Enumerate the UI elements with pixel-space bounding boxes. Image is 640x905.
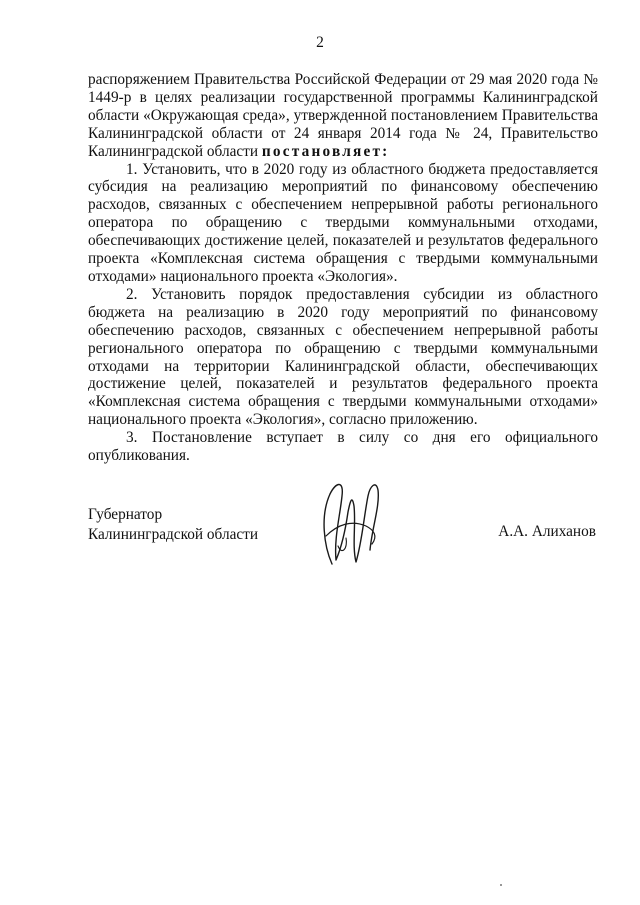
intro-text: распоряжением Правительства Российской Федерации от 29 мая 2020 года № 1449-р в целях реализации государственной программы Калининградской области «Окружающая среда», утвержденной постановлением Правительства Калининградской области от 24 января 2014 года № 24, Правительство Калининградской области (88, 71, 598, 160)
signatory-title-line1: Губернатор (88, 506, 163, 523)
handwritten-signature (312, 476, 392, 568)
page-number: 2 (316, 34, 324, 51)
signatory-title (88, 505, 258, 545)
signatory-title-line2: Калининградской области (88, 526, 259, 543)
item-2-paragraph: 2. Установить порядок предоставления субсидии из областного бюджета на реализацию в 2020 году мероприятий по финансовому обеспечению расходов, связанных с обеспечением непрерывной работы регионального оператора по обращению с твердыми коммунальными отходами на территории Калининградской области, обеспечивающих достижение целей, показателей и результатов федерального проекта «Комплексная система обращения с твердыми коммунальными отходами» национального проекта «Экология», согласно приложению. (88, 285, 598, 429)
item-1-paragraph: 1. Установить, что в 2020 году из областного бюджета предоставляется субсидия на реализацию мероприятий по финансовому обеспечению расходов, связанных с обеспечением непрерывной работы регионального оператора по обращению с твердыми коммунальными отходами, обеспечивающих достижение целей, показателей и результатов федерального проекта «Комплексная система обращения с твердыми коммунальными отходами» национального проекта «Экология». (88, 160, 598, 285)
decree-keyword: постановляет: (261, 142, 390, 160)
scan-speck (500, 884, 502, 886)
intro-paragraph (88, 71, 598, 161)
signatory-name: А.А. Алиханов (498, 523, 596, 540)
item-3-paragraph: 3. Постановление вступает в силу со дня его официального опубликования. (88, 429, 598, 465)
document-body (88, 71, 598, 465)
